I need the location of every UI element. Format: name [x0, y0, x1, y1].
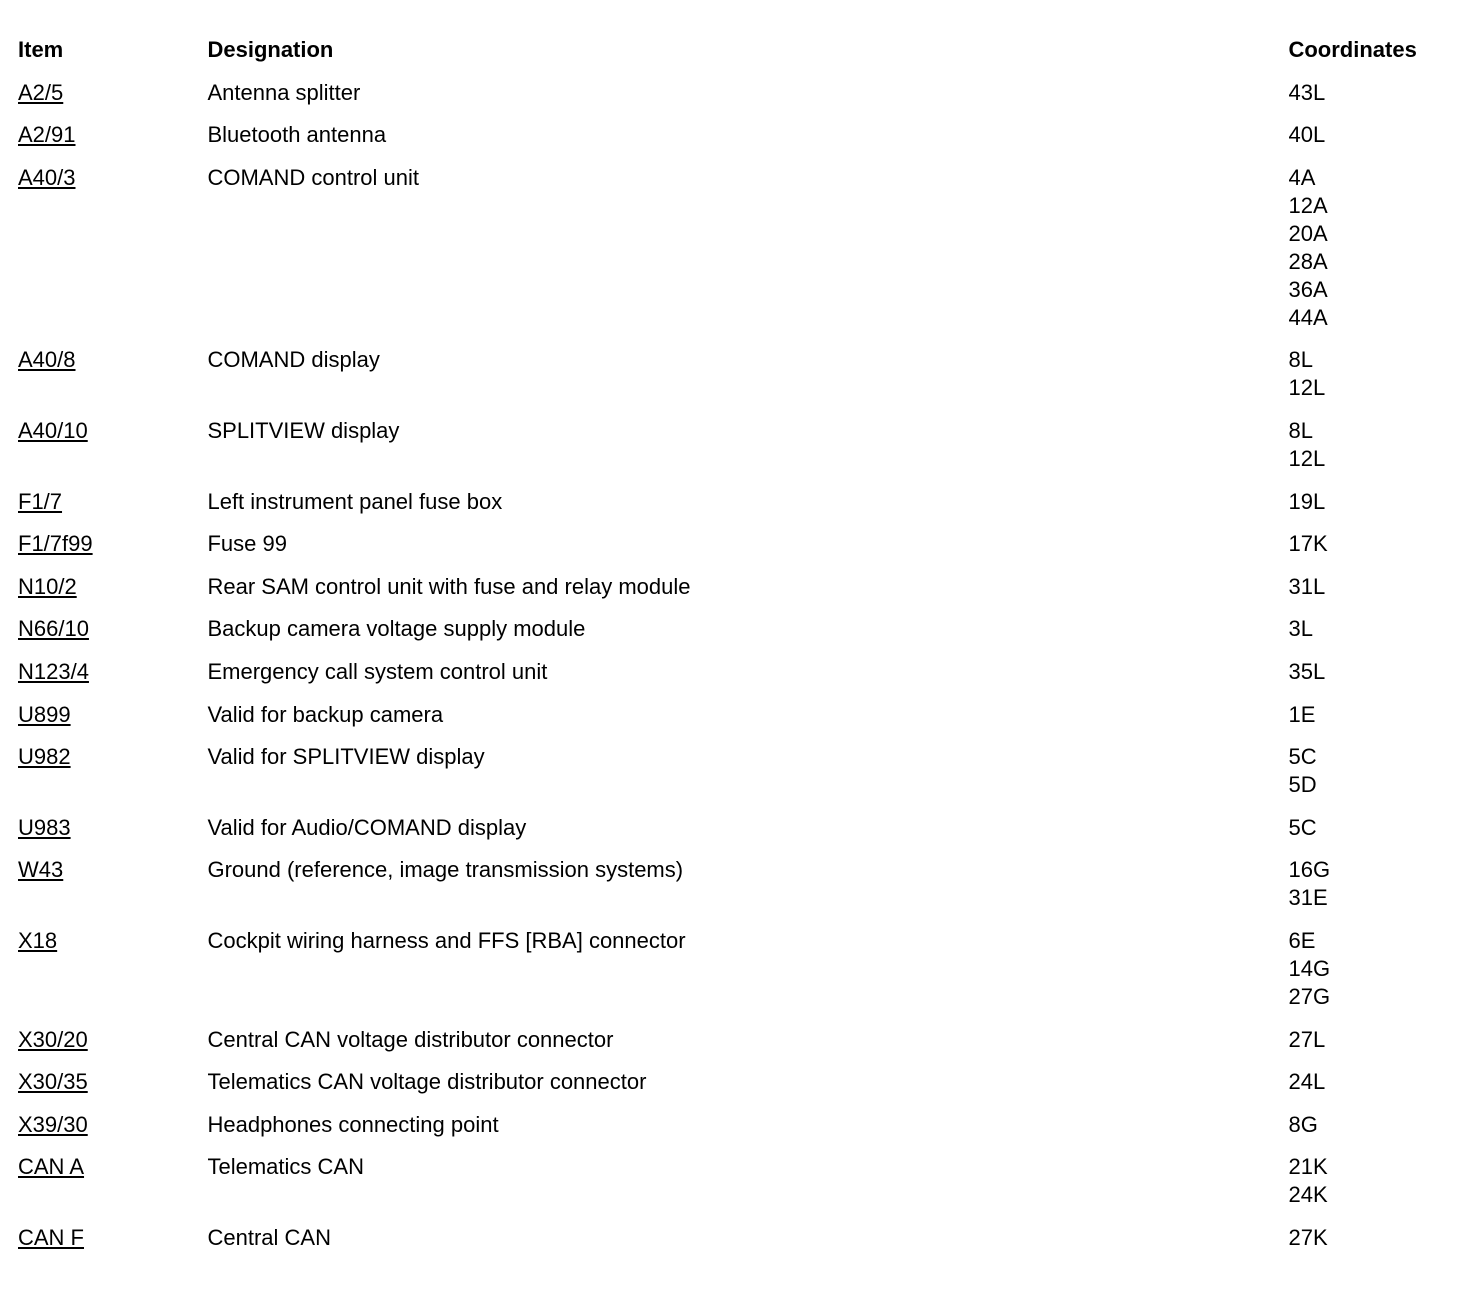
table-row: [18, 79, 1458, 122]
designation: Ground (reference, image transmission systems): [207, 857, 684, 883]
table-row: [18, 573, 1458, 616]
coordinates-cell: [1288, 1026, 1458, 1054]
table-row: [18, 164, 1458, 347]
coordinate: 27L: [1288, 1026, 1326, 1052]
coordinates-cell: [1288, 346, 1458, 402]
header-item: Item: [18, 37, 64, 62]
table-row: [18, 1111, 1458, 1154]
item-cell: [18, 573, 207, 601]
designation: Central CAN: [207, 1224, 331, 1250]
item-link[interactable]: W43: [18, 857, 64, 883]
table-row: [18, 1026, 1458, 1069]
table-row: [18, 346, 1458, 417]
coordinate: 4A: [1288, 164, 1316, 190]
coordinate: 8L: [1288, 417, 1313, 443]
item-link[interactable]: X30/35: [18, 1069, 88, 1095]
table-row: [18, 701, 1458, 744]
item-cell: [18, 488, 207, 516]
coordinate: 5C: [1288, 814, 1317, 840]
component-legend-table: [18, 36, 1458, 1266]
item-link[interactable]: U983: [18, 814, 71, 840]
coordinates-cell: [1288, 814, 1458, 842]
coordinate: 20A: [1288, 220, 1328, 246]
table-header: [18, 36, 1458, 79]
designation: COMAND control unit: [207, 164, 419, 190]
item-cell: [18, 814, 207, 842]
coordinates-cell: [1288, 1224, 1458, 1252]
coordinate: 35L: [1288, 658, 1326, 684]
table-row: [18, 488, 1458, 531]
coordinates-cell: [1288, 658, 1458, 686]
designation: Telematics CAN voltage distributor connector: [207, 1069, 647, 1095]
coordinate: 14G: [1288, 955, 1331, 981]
coordinates-cell: [1288, 743, 1458, 799]
coordinates-cell: [1288, 1111, 1458, 1139]
designation: Antenna splitter: [207, 79, 361, 105]
designation: Valid for SPLITVIEW display: [207, 744, 485, 770]
coordinate: 5C: [1288, 744, 1317, 770]
table-row: [18, 1068, 1458, 1111]
item-cell: [18, 530, 207, 558]
item-cell: [18, 417, 207, 473]
coordinate: 19L: [1288, 488, 1326, 514]
item-link[interactable]: N10/2: [18, 573, 77, 599]
designation: Valid for Audio/COMAND display: [207, 814, 527, 840]
table-row: [18, 1153, 1458, 1224]
coordinate: 5D: [1288, 772, 1317, 798]
table-row: [18, 121, 1458, 164]
designation: Telematics CAN: [207, 1154, 364, 1180]
coordinate: 44A: [1288, 304, 1328, 330]
designation: Fuse 99: [207, 531, 287, 557]
coordinate: 8L: [1288, 347, 1313, 373]
item-link[interactable]: A40/8: [18, 347, 76, 373]
table-row: [18, 417, 1458, 488]
table-row: [18, 530, 1458, 573]
coordinate: 24K: [1288, 1182, 1328, 1208]
coordinate: 28A: [1288, 248, 1328, 274]
item-cell: [18, 743, 207, 799]
coordinates-cell: [1288, 1068, 1458, 1096]
item-cell: [18, 1026, 207, 1054]
coordinates-cell: [1288, 417, 1458, 473]
coordinates-cell: [1288, 1153, 1458, 1209]
item-link[interactable]: X30/20: [18, 1026, 88, 1052]
designation: Emergency call system control unit: [207, 658, 548, 684]
item-cell: [18, 1111, 207, 1139]
designation: Left instrument panel fuse box: [207, 488, 503, 514]
coordinates-cell: [1288, 164, 1458, 332]
coordinates-cell: [1288, 121, 1458, 149]
designation: COMAND display: [207, 347, 380, 373]
item-cell: [18, 79, 207, 107]
designation: SPLITVIEW display: [207, 417, 400, 443]
item-link[interactable]: X18: [18, 927, 58, 953]
item-link[interactable]: A2/91: [18, 122, 76, 148]
item-cell: [18, 927, 207, 1011]
coordinate: 31L: [1288, 573, 1326, 599]
coordinate: 24L: [1288, 1069, 1326, 1095]
item-cell: [18, 164, 207, 332]
coordinate: 6E: [1288, 927, 1316, 953]
item-cell: [18, 615, 207, 643]
item-cell: [18, 856, 207, 912]
table-row: [18, 814, 1458, 857]
coordinates-cell: [1288, 573, 1458, 601]
table-row: [18, 856, 1458, 927]
coordinate: 43L: [1288, 79, 1326, 105]
coordinate: 40L: [1288, 122, 1326, 148]
coordinate: 21K: [1288, 1154, 1328, 1180]
item-link[interactable]: U982: [18, 744, 71, 770]
item-link[interactable]: X39/30: [18, 1111, 88, 1137]
coordinates-cell: [1288, 530, 1458, 558]
coordinates-cell: [1288, 615, 1458, 643]
designation: Central CAN voltage distributor connector: [207, 1026, 614, 1052]
designation: Bluetooth antenna: [207, 122, 387, 148]
coordinate: 27K: [1288, 1224, 1328, 1250]
coordinates-cell: [1288, 488, 1458, 516]
item-cell: [18, 1153, 207, 1209]
header-coordinates: Coordinates: [1288, 37, 1417, 62]
item-link[interactable]: A40/3: [18, 164, 76, 190]
item-link[interactable]: F1/7f99: [18, 531, 93, 557]
table-row: [18, 1224, 1458, 1267]
coordinates-cell: [1288, 927, 1458, 1011]
item-cell: [18, 121, 207, 149]
header-designation: Designation: [207, 37, 334, 62]
item-link[interactable]: N123/4: [18, 658, 89, 684]
designation: Backup camera voltage supply module: [207, 616, 586, 642]
item-link[interactable]: F1/7: [18, 488, 63, 514]
item-link[interactable]: CAN F: [18, 1224, 84, 1250]
coordinate: 36A: [1288, 276, 1328, 302]
item-link[interactable]: CAN A: [18, 1154, 85, 1180]
coordinate: 17K: [1288, 531, 1328, 557]
item-link[interactable]: U899: [18, 701, 71, 727]
table-row: [18, 927, 1458, 1026]
coordinate: 1E: [1288, 701, 1316, 727]
coordinate: 12L: [1288, 445, 1326, 471]
designation: Rear SAM control unit with fuse and relay module: [207, 573, 691, 599]
coordinate: 12L: [1288, 375, 1326, 401]
item-link[interactable]: A2/5: [18, 79, 64, 105]
item-cell: [18, 658, 207, 686]
coordinate: 31E: [1288, 885, 1328, 911]
table-row: [18, 743, 1458, 814]
table-row: [18, 658, 1458, 701]
coordinate: 3L: [1288, 616, 1313, 642]
designation: Valid for backup camera: [207, 701, 444, 727]
designation: Cockpit wiring harness and FFS [RBA] connector: [207, 927, 686, 953]
coordinate: 27G: [1288, 983, 1331, 1009]
item-cell: [18, 1068, 207, 1096]
coordinate: 16G: [1288, 857, 1331, 883]
coordinates-cell: [1288, 701, 1458, 729]
designation: Headphones connecting point: [207, 1111, 499, 1137]
table-row: [18, 615, 1458, 658]
item-link[interactable]: N66/10: [18, 616, 89, 642]
item-link[interactable]: A40/10: [18, 417, 88, 443]
coordinate: 8G: [1288, 1111, 1318, 1137]
coordinates-cell: [1288, 856, 1458, 912]
item-cell: [18, 701, 207, 729]
coordinate: 12A: [1288, 192, 1328, 218]
item-cell: [18, 1224, 207, 1252]
item-cell: [18, 346, 207, 402]
coordinates-cell: [1288, 79, 1458, 107]
